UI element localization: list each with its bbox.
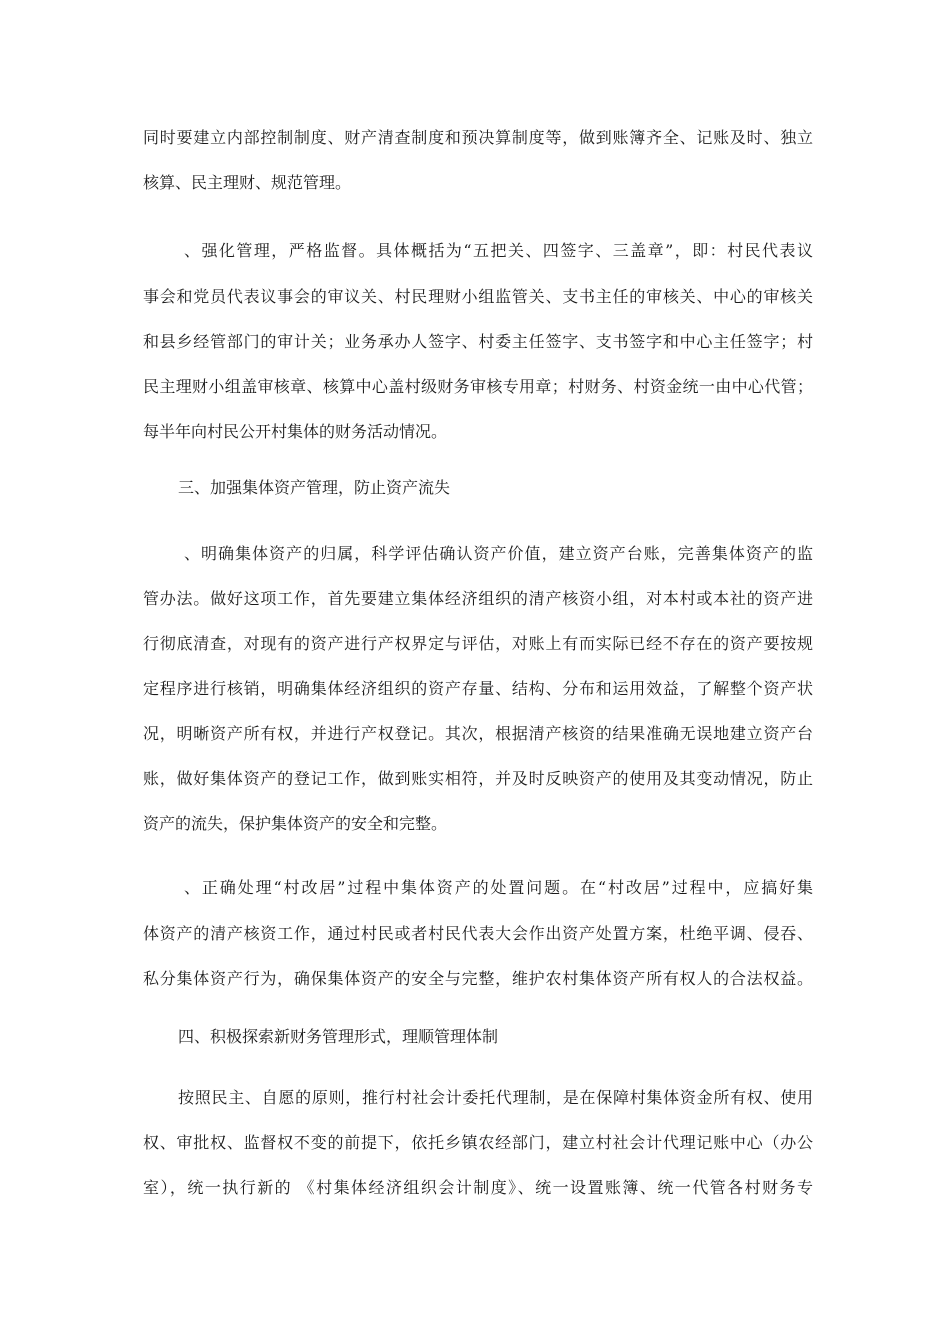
- text-line: 定程序进行核销，明确集体经济组织的资产存量、结构、分布和运用效益，了解整个资产状: [143, 679, 813, 698]
- section-heading: 四、积极探索新财务管理形式，理顺管理体制: [178, 1027, 499, 1046]
- text-line: 室），统一执行新的 《村集体经济组织会计制度》、统一设置账簿、统一代管各村财务专: [143, 1178, 813, 1197]
- text-line: 、正确处理“村改居”过程中集体资产的处置问题。在“村改居”过程中，应搞好集: [184, 878, 813, 897]
- text-line: 按照民主、自愿的原则，推行村社会计委托代理制，是在保障村集体资金所有权、使用: [178, 1088, 813, 1107]
- section-heading: 三、加强集体资产管理，防止资产流失: [178, 478, 451, 497]
- text-line: 、明确集体资产的归属，科学评估确认资产价值，建立资产台账，完善集体资产的监: [184, 544, 813, 563]
- text-line: 权、审批权、监督权不变的前提下，依托乡镇农经部门，建立村社会计代理记账中心（办公: [143, 1133, 813, 1152]
- text-line: 资产的流失，保护集体资产的安全和完整。: [143, 814, 448, 833]
- text-line: 、强化管理，严格监督。具体概括为“五把关、四签字、三盖章”，即：村民代表议: [184, 241, 813, 260]
- text-line: 账，做好集体资产的登记工作，做到账实相符，并及时反映资产的使用及其变动情况，防止: [143, 769, 813, 788]
- text-line: 管办法。做好这项工作，首先要建立集体经济组织的清产核资小组，对本村或本社的资产进: [143, 589, 813, 608]
- text-line: 同时要建立内部控制制度、财产清查制度和预决算制度等，做到账簿齐全、记账及时、独立: [143, 128, 813, 147]
- text-line: 体资产的清产核资工作，通过村民或者村民代表大会作出资产处置方案，杜绝平调、侵吞、: [143, 924, 813, 943]
- text-line: 民主理财小组盖审核章、核算中心盖村级财务审核专用章；村财务、村资金统一由中心代管；: [143, 377, 813, 396]
- text-line: 私分集体资产行为，确保集体资产的安全与完整，维护农村集体资产所有权人的合法权益。: [143, 969, 813, 988]
- text-line: 况，明晰资产所有权，并进行产权登记。其次，根据清产核资的结果准确无误地建立资产台: [143, 724, 813, 743]
- text-line: 行彻底清查，对现有的资产进行产权界定与评估，对账上有而实际已经不存在的资产要按规: [143, 634, 813, 653]
- text-line: 核算、民主理财、规范管理。: [143, 173, 352, 192]
- text-line: 每半年向村民公开村集体的财务活动情况。: [143, 422, 448, 441]
- text-line: 和县乡经管部门的审计关；业务承办人签字、村委主任签字、支书签字和中心主任签字；村: [143, 332, 813, 351]
- text-line: 事会和党员代表议事会的审议关、村民理财小组监管关、支书主任的审核关、中心的审核关: [143, 287, 813, 306]
